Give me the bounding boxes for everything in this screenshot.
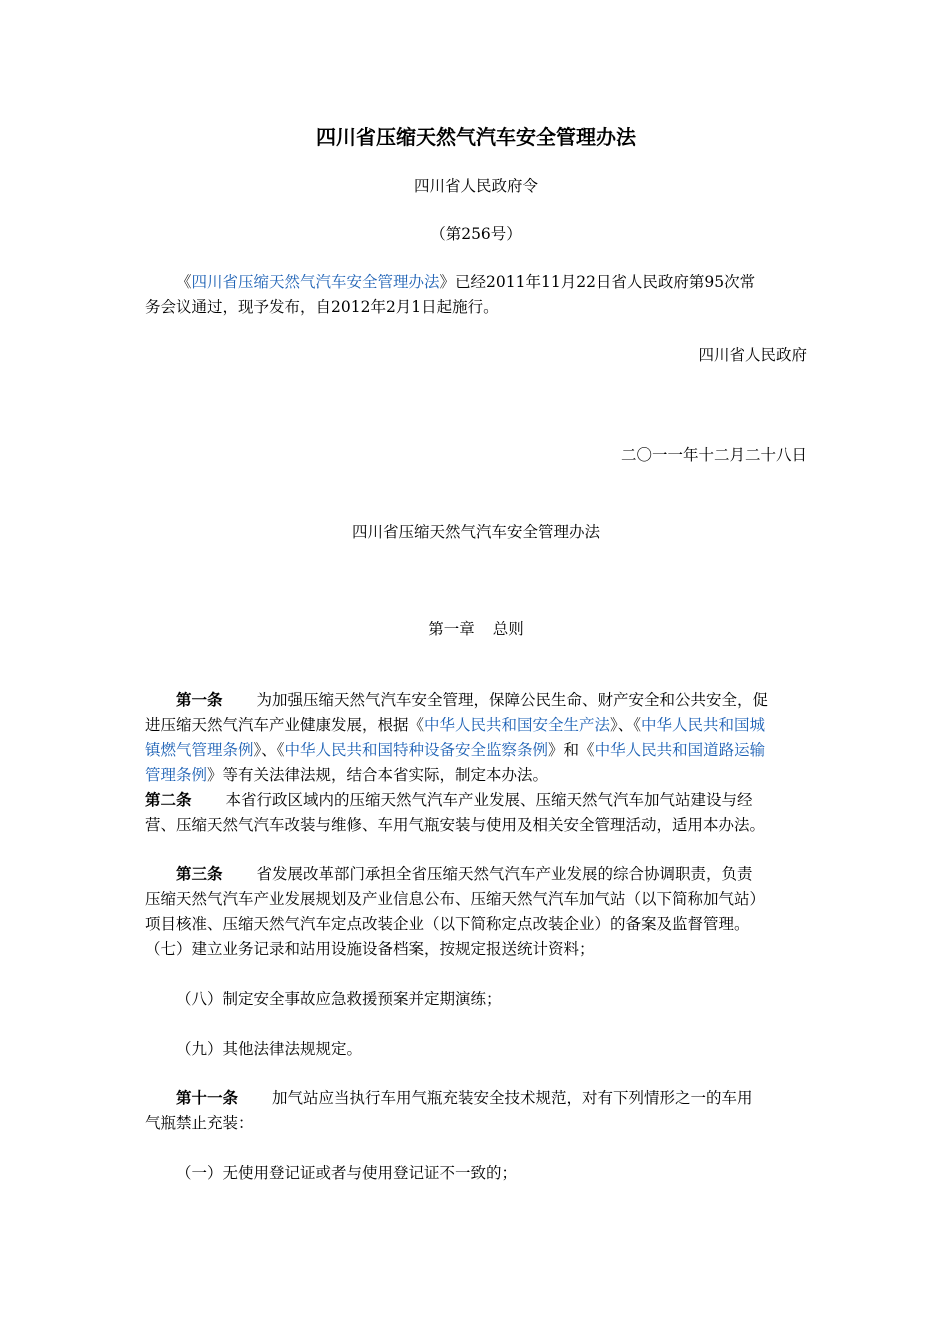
article-3-line-3: 项目核准、压缩天然气汽车定点改装企业（以下简称定点改装企业）的备案及监督管理。 xyxy=(145,915,750,933)
article-1-line-3 xyxy=(145,738,807,762)
article-1-text-2b: 》、《 xyxy=(610,716,642,734)
order-number: （第256号） xyxy=(430,225,522,243)
chapter-heading xyxy=(145,617,807,641)
article-2-line-2: 营、压缩天然气汽车改装与维修、车用气瓶安装与使用及相关安全管理活动，适用本办法。 xyxy=(145,816,766,834)
chapter-number: 第一章 xyxy=(428,620,475,638)
article-3-label: 第三条 xyxy=(176,864,223,883)
article-3-line-2: 压缩天然气汽车产业发展规划及产业信息公布、压缩天然气汽车加气站（以下简称加气站） xyxy=(145,890,766,908)
article-11-item-1-text: （一）无使用登记证或者与使用登记证不一致的； xyxy=(176,1164,518,1182)
article-11-line-1 xyxy=(145,1086,807,1110)
law-link-safety-production[interactable]: 中华人民共和国安全生产法 xyxy=(424,716,611,734)
article-2-label: 第二条 xyxy=(145,790,192,809)
article-11-line-2: 气瓶禁止充装： xyxy=(145,1114,254,1132)
law-link-urban-gas-b[interactable]: 镇燃气管理条例 xyxy=(145,741,254,759)
article-1-line-4 xyxy=(145,763,807,787)
law-link-road-transport-b[interactable]: 管理条例 xyxy=(145,766,208,784)
law-link-road-transport-a[interactable]: 中华人民共和国道路运输 xyxy=(594,741,766,759)
article-1-line-2 xyxy=(145,713,807,737)
article-1-label: 第一条 xyxy=(176,690,223,709)
document-subtitle: 四川省压缩天然气汽车安全管理办法 xyxy=(351,523,600,541)
article-1-line-1 xyxy=(145,688,807,712)
item-9 xyxy=(145,1037,807,1061)
article-1-text-3a: 》、《 xyxy=(253,741,285,759)
signature-org: 四川省人民政府 xyxy=(698,346,807,364)
article-3-text-1: 省发展改革部门承担全省压缩天然气汽车产业发展的综合协调职责，负责 xyxy=(256,865,753,883)
law-link-main[interactable]: 四川省压缩天然气汽车安全管理办法 xyxy=(191,273,440,291)
item-8-text: （八）制定安全事故应急救援预案并定期演练； xyxy=(176,990,502,1008)
law-link-special-equipment[interactable]: 中华人民共和国特种设备安全监察条例 xyxy=(284,741,549,759)
law-link-urban-gas-a[interactable]: 中华人民共和国城 xyxy=(641,716,766,734)
article-1-text-1: 为加强压缩天然气汽车安全管理，保障公民生命、财产安全和公共安全，促 xyxy=(256,691,769,709)
chapter-name: 总则 xyxy=(492,620,524,638)
article-2-text-1: 本省行政区域内的压缩天然气汽车产业发展、压缩天然气汽车加气站建设与经 xyxy=(225,791,753,809)
article-11-item-1 xyxy=(145,1161,807,1185)
preamble-line-2: 务会议通过，现予发布，自2012年2月1日起施行。 xyxy=(145,298,499,316)
preamble-open-quote: 《 xyxy=(176,273,192,291)
issuer-line: 四川省人民政府令 xyxy=(413,177,538,195)
preamble-line-1 xyxy=(145,270,807,294)
document-title: 四川省压缩天然气汽车安全管理办法 xyxy=(316,125,636,149)
article-2-line-1 xyxy=(145,788,807,812)
article-1-text-2a: 进压缩天然气汽车产业健康发展，根据《 xyxy=(145,716,425,734)
article-11-label: 第十一条 xyxy=(176,1088,239,1107)
article-1-text-3b: 》和《 xyxy=(548,741,595,759)
article-3-line-1 xyxy=(145,862,807,886)
article-11-text-1: 加气站应当执行车用气瓶充装安全技术规范，对有下列情形之一的车用 xyxy=(272,1089,753,1107)
preamble-line-1-rest: 》已经2011年11月22日省人民政府第95次常 xyxy=(439,273,756,291)
item-7: （七）建立业务记录和站用设施设备档案，按规定报送统计资料； xyxy=(145,940,595,958)
item-9-text: （九）其他法律法规规定。 xyxy=(176,1040,363,1058)
article-1-text-4: 》等有关法律法规，结合本省实际，制定本办法。 xyxy=(207,766,549,784)
item-8 xyxy=(145,987,807,1011)
signature-date: 二〇一一年十二月二十八日 xyxy=(620,446,807,464)
document-page xyxy=(145,0,807,1344)
